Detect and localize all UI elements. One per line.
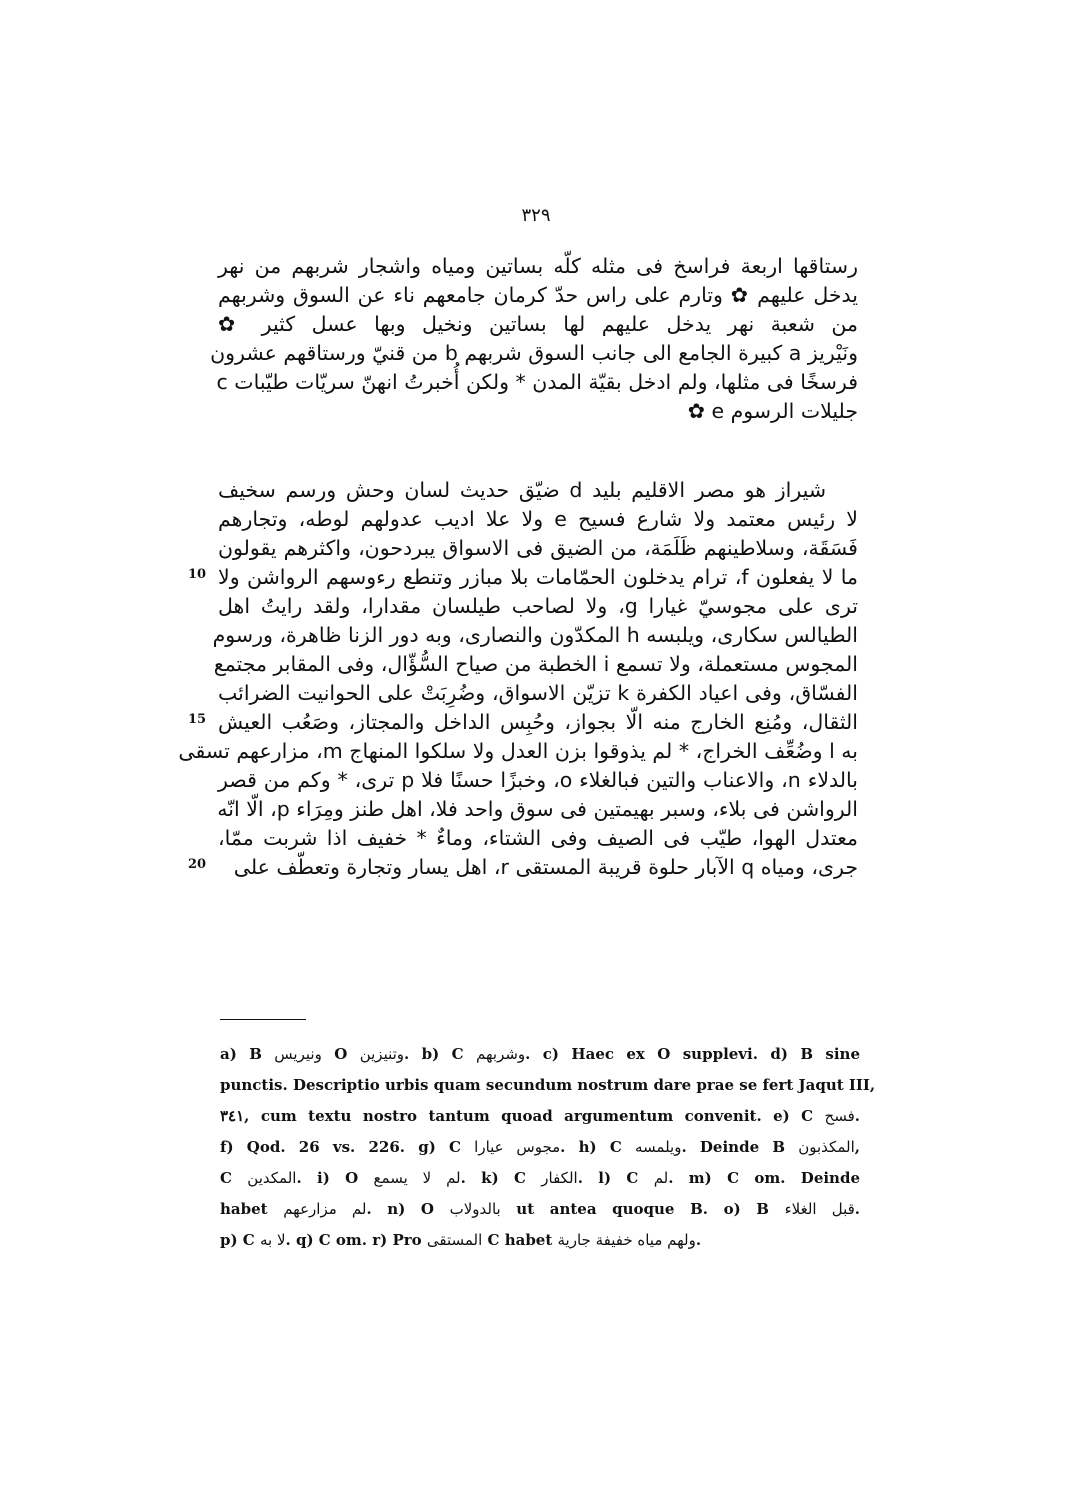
text-line xyxy=(218,397,858,426)
text-line xyxy=(218,252,858,281)
footnote-text: . Deinde B xyxy=(681,1138,799,1156)
footnote-line xyxy=(220,1039,860,1070)
text-line xyxy=(218,281,858,310)
footnote-arabic-variant: لم مزارعهم xyxy=(283,1200,367,1218)
footnote-text: . h) C xyxy=(560,1138,635,1156)
text-line xyxy=(218,592,858,621)
text-line xyxy=(218,310,858,339)
arabic-line-text: ونَيْريز a كبيرة الجامع الى جانب السوق شربهم b من قنيّ ورستاقهم عشرون xyxy=(210,341,858,365)
page-number: ٣٢٩ xyxy=(521,205,551,226)
text-line xyxy=(218,505,858,534)
paragraph-2 xyxy=(178,476,858,882)
footnote-text: f) Qod. 26 vs. 226. g) C xyxy=(220,1138,475,1156)
arabic-line-text: فرسخًا فى مثلها، ولم ادخل بقيّة المدن * ولكن أُخبرتُ انهنّ سريّات طيّبات c xyxy=(216,370,858,394)
arabic-line-text: المجوس مستعملة، ولا تسمع i الخطبة من صياح السُّؤّال، وفى المقابر مجتمع xyxy=(213,652,858,676)
arabic-line-text: رستاقها اربعة فراسخ فى مثله كلّه بساتين ومياه واشجار شربهم من نهر xyxy=(218,254,858,278)
footnote-text: ٣٤١, cum textu nostro tantum quoad argumentum convenit. e) C xyxy=(220,1107,825,1125)
text-line xyxy=(218,824,858,853)
arabic-line-text: ترى على مجوسيّ غيارا g، ولا لصاحب طيلسان مقدارا، ولقد رايتُ اهل xyxy=(218,594,858,618)
footnote-arabic-variant: المكذبون xyxy=(798,1138,855,1156)
footnote-text: , xyxy=(854,1138,860,1156)
footnote-arabic-variant: ونيريس xyxy=(274,1045,322,1063)
footnote-arabic-variant: لم xyxy=(653,1169,669,1187)
footnote-text: . c) Haec ex O supplevi. d) B sine xyxy=(525,1045,860,1063)
text-line xyxy=(178,737,858,766)
line-number: 15 xyxy=(188,712,207,727)
footnote-text: C xyxy=(220,1169,248,1187)
footnote-arabic-variant: بالدولاب xyxy=(449,1200,501,1218)
footnote-line xyxy=(220,1225,860,1256)
footnote-arabic-variant: ولهم مياه خفيفة جارية xyxy=(557,1231,696,1249)
footnote-text: . xyxy=(854,1107,860,1125)
footnote-divider xyxy=(220,1019,306,1020)
line-number: 20 xyxy=(188,857,207,872)
footnote-text: p) C xyxy=(220,1231,260,1249)
arabic-line-text: به l وضُعِّف الخراج، * لم يذوقوا بزن العدل ولا سلكوا المنهاج m، مزارعهم تسقى xyxy=(178,739,858,763)
arabic-line-text: معتدل الهوا، طيّب فى الصيف وفى الشتاء، وماءٌ * خفيف اذا شربت ممّا، xyxy=(218,826,858,850)
footnote-text: a) B xyxy=(220,1045,275,1063)
arabic-line-text: الطيالس سكارى، ويلبسه h المكدّون والنصارى، وبه دور الزنا ظاهرة، ورسوم xyxy=(212,623,858,647)
arabic-line-text: الرواشن فى بلاء، وسبر بهيمتين فى سوق واحد فلا، اهل طنز ومِرَاء p، الّا انّه xyxy=(217,797,858,821)
footnote-arabic-variant: وشربهم xyxy=(476,1045,526,1063)
text-line xyxy=(188,853,858,882)
text-line xyxy=(210,339,858,368)
footnote-arabic-variant: الكفار xyxy=(541,1169,578,1187)
arabic-line-text: الثقال، ومُنِع الخارج منه الّا بجواز، وحُبِس الداخل والمجتاز، وصَعُب العيش xyxy=(218,710,858,734)
footnote-arabic-variant: فسح xyxy=(824,1107,855,1125)
footnote-line xyxy=(220,1163,860,1194)
footnote-text: . xyxy=(695,1231,702,1249)
footnote-text: punctis. Descriptio urbis quam secundum nostrum dare prae se fert Jaqut III, xyxy=(220,1076,876,1094)
footnote-arabic-variant: المكدين xyxy=(247,1169,297,1187)
arabic-line-text: بالدلاء n، والاعناب والتين فبالغلاء o، وخبزًا حسنًا فلا p ترى، * وكم من قصر xyxy=(218,768,858,792)
arabic-line-text: من شعبة نهر يدخل عليهم لها بساتين ونخيل وبها عسل كثير ✿ xyxy=(218,312,858,336)
footnote-line xyxy=(220,1132,860,1163)
text-line xyxy=(213,650,858,679)
footnote-text: O xyxy=(321,1045,360,1063)
footnote-arabic-variant: مجوس عيارا xyxy=(474,1138,561,1156)
footnote-line xyxy=(220,1101,860,1132)
footnote-text: . b) C xyxy=(404,1045,476,1063)
arabic-line-text: يدخل عليهم ✿ وتارم على راس حدّ كرمان جامعهم ناء عن السوق وشربهم xyxy=(218,283,858,307)
footnote-text: . m) C om. Deinde xyxy=(668,1169,860,1187)
footnote-arabic-variant: وتنيزين xyxy=(359,1045,405,1063)
footnote-text: . xyxy=(854,1200,860,1218)
text-line xyxy=(218,679,858,708)
text-line xyxy=(218,368,858,397)
footnote-arabic-variant: لم لا يسمع xyxy=(373,1169,461,1187)
arabic-line-text: شيراز هو مصر الاقليم بليد d ضيّق حديث لسان وحش ورسم سخيف xyxy=(218,478,827,502)
arabic-line-text: الفسّاق، وفى اعياد الكفرة k تزيّن الاسواق، وضُرِبَتْ على الحوانيت الضرائب xyxy=(218,681,858,705)
arabic-line-text: لا رئيس معتمد ولا شارع فسيح e ولا علا اديب عدولهم لوطه، وتجارهم xyxy=(218,507,858,531)
footnote-text: . q) C om. r) Pro xyxy=(285,1231,427,1249)
text-line xyxy=(188,708,858,737)
text-line xyxy=(218,795,858,824)
footnotes xyxy=(220,1039,876,1256)
footnote-line xyxy=(220,1070,876,1101)
line-number: 10 xyxy=(188,567,207,582)
footnote-text: . l) C xyxy=(577,1169,654,1187)
footnote-text: ut antea quoque B. o) B xyxy=(500,1200,785,1218)
arabic-line-text: جليلات الرسوم e ✿ xyxy=(687,399,858,423)
footnote-text: . k) C xyxy=(460,1169,542,1187)
paragraph-1 xyxy=(210,252,858,426)
text-line xyxy=(188,563,858,592)
footnote-line xyxy=(220,1194,860,1225)
text-line xyxy=(212,621,858,650)
footnote-text: habet xyxy=(220,1200,284,1218)
text-line xyxy=(218,766,858,795)
footnote-arabic-variant: المستقى xyxy=(426,1231,483,1249)
arabic-line-text: ما لا يفعلون f، ترام يدخلون الحمّامات بلا مبازر وتنطع رءوسهم الرواشن ولا xyxy=(218,565,858,589)
footnote-arabic-variant: لا به xyxy=(259,1231,286,1249)
arabic-line-text: جرى، ومياه q الآبار حلوة قريبة المستقى r، اهل يسار وتجارة وتعطّف على xyxy=(233,855,858,879)
footnote-text: C habet xyxy=(482,1231,558,1249)
arabic-line-text: فَسَقَة، وسلاطينهم ظَلَمَة، من الضيق فى الاسواق يبردحون، واكثرهم يقولون xyxy=(218,536,858,560)
footnote-text: . i) O xyxy=(296,1169,374,1187)
text-line xyxy=(218,476,858,505)
footnote-text: . n) O xyxy=(366,1200,450,1218)
footnote-arabic-variant: قبل الغلاء xyxy=(784,1200,855,1218)
footnote-arabic-variant: ويلمسه xyxy=(635,1138,682,1156)
text-line xyxy=(218,534,858,563)
